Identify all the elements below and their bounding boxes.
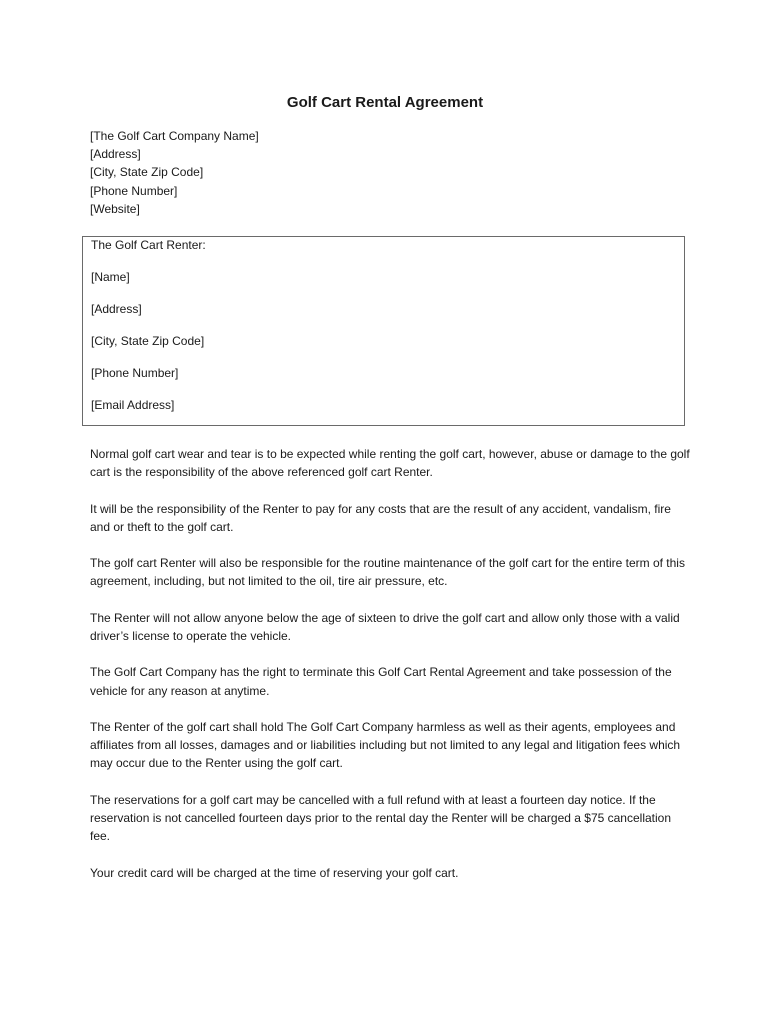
renter-email-field: [Email Address]: [91, 398, 175, 412]
renter-phone-field: [Phone Number]: [91, 366, 179, 380]
term-paragraph-indemnity: The Renter of the golf cart shall hold The Golf Cart Company harmless as well as their agents, employees and affiliates from all losses, damages and or liabilities including but not limited to any legal and litigation fees which may occur due to the Renter using the golf cart.: [90, 719, 681, 771]
term-paragraph-wear-and-tear: Normal golf cart wear and tear is to be expected while renting the golf cart, however, abuse or damage to the golf cart is the responsibility of the above referenced golf cart Renter.: [90, 447, 690, 480]
term-paragraph-payment: Your credit card will be charged at the time of reserving your golf cart.: [90, 865, 459, 880]
renter-address-field: [Address]: [91, 302, 142, 316]
term-paragraph-costs: It will be the responsibility of the Renter to pay for any costs that are the result of any accident, vandalism, fire and or theft to the golf cart.: [90, 501, 671, 534]
renter-info-box: [82, 236, 685, 426]
term-paragraph-age-license: The Renter will not allow anyone below the age of sixteen to drive the golf cart and allow only those with a valid driver’s license to operate the vehicle.: [90, 610, 680, 643]
renter-city-state-zip-field: [City, State Zip Code]: [91, 334, 205, 348]
company-city-state-zip: [City, State Zip Code]: [90, 165, 204, 180]
document-title: Golf Cart Rental Agreement: [286, 94, 484, 111]
term-paragraph-termination: The Golf Cart Company has the right to terminate this Golf Cart Rental Agreement and take possession of the vehicle for any reason at anytime.: [90, 665, 672, 698]
company-info-block: [90, 127, 259, 218]
renter-heading: The Golf Cart Renter:: [91, 238, 206, 252]
company-phone: [Phone Number]: [90, 183, 178, 198]
term-paragraph-cancellation: The reservations for a golf cart may be cancelled with a full refund with at least a fourteen day notice. If the reservation is not cancelled fourteen days prior to the rental day the Renter will be charged a $75 cancellation fee.: [90, 792, 672, 844]
company-website: [Website]: [90, 201, 140, 216]
agreement-terms: [90, 445, 690, 900]
company-address: [Address]: [90, 147, 141, 162]
company-name: [The Golf Cart Company Name]: [90, 129, 259, 143]
term-paragraph-maintenance: The golf cart Renter will also be responsible for the routine maintenance of the golf cart for the entire term of this agreement, including, but not limited to the oil, tire air pressure, etc.: [90, 556, 685, 589]
renter-name-field: [Name]: [91, 270, 130, 284]
